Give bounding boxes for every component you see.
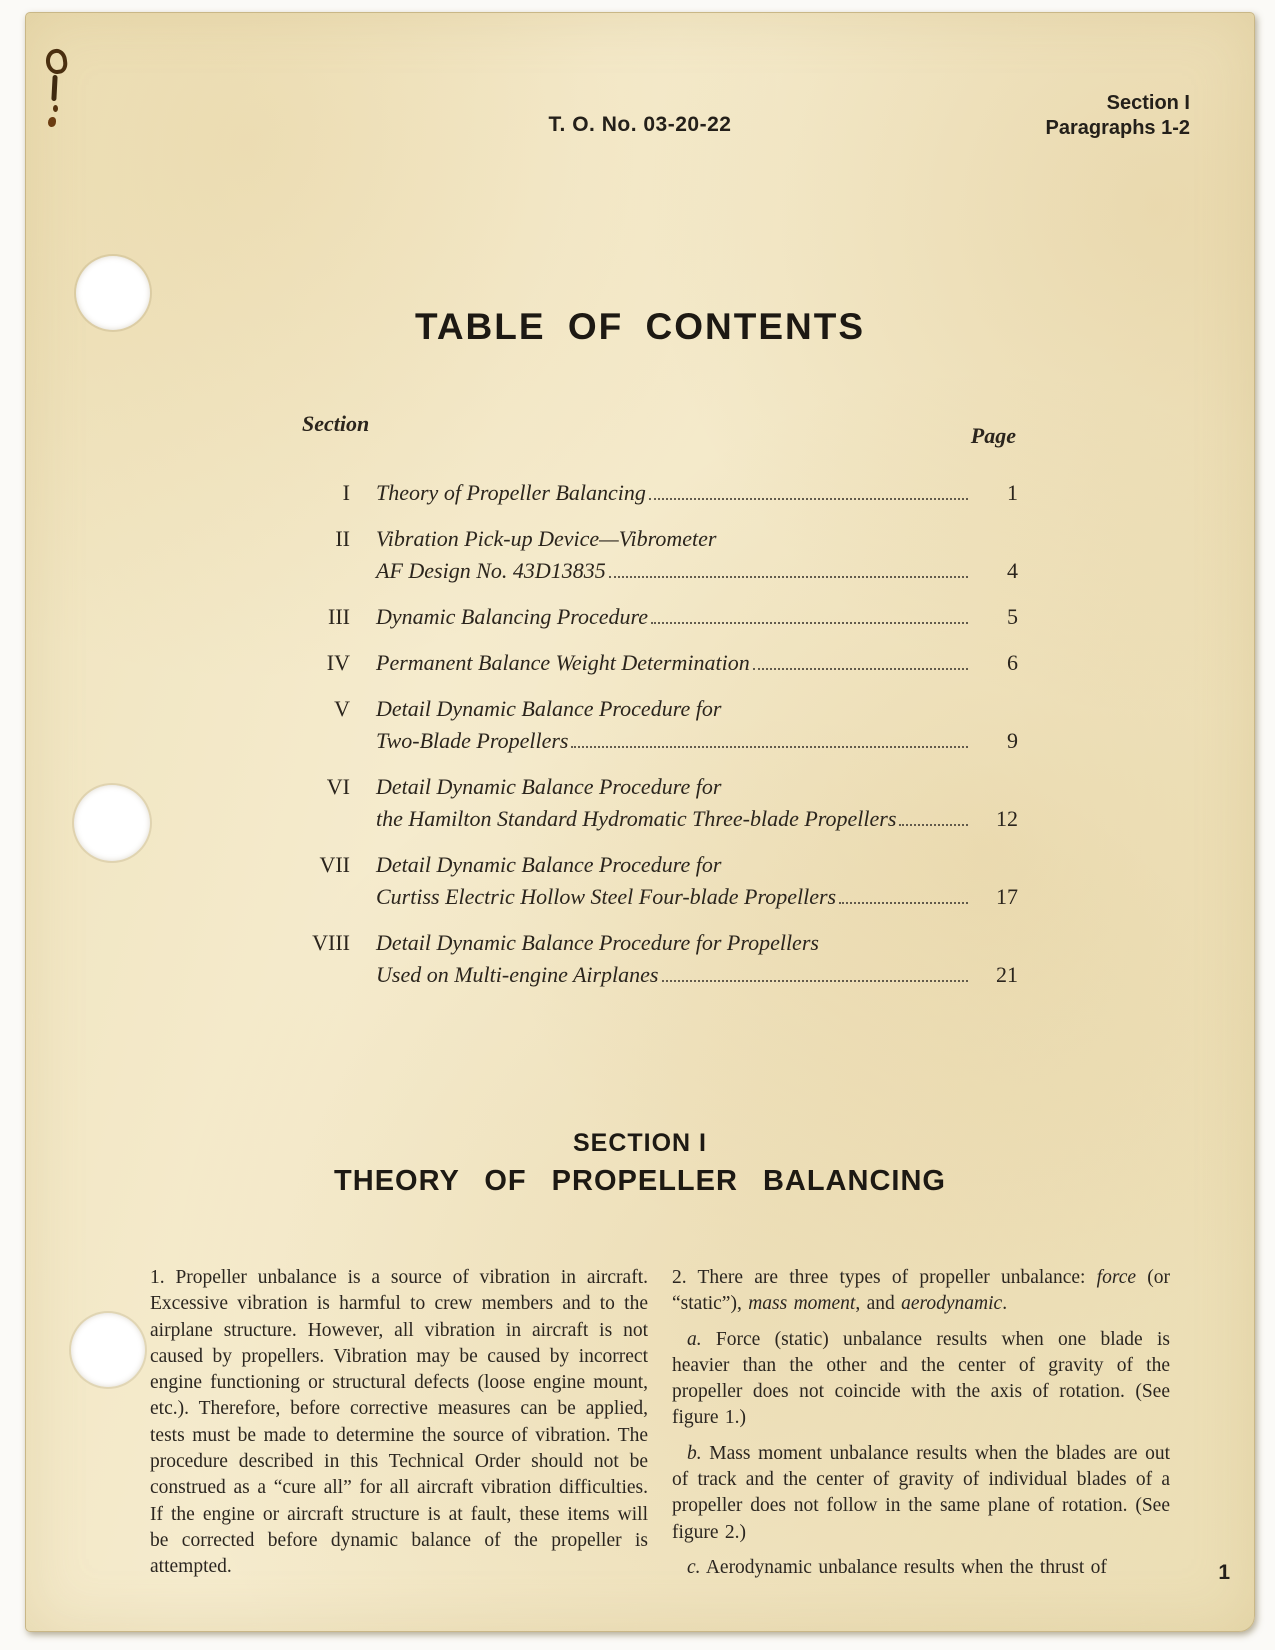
toc-entry — [288, 693, 1018, 757]
toc-entry-page-number: 21 — [996, 962, 1018, 987]
paragraph: 2. There are three types of propeller unbalance: force (or “static”), mass moment, and aerodynamic. — [672, 1267, 1170, 1315]
toc-entry — [288, 771, 1018, 835]
technical-order-number: T. O. No. 03-20-22 — [548, 113, 732, 136]
left-column — [150, 1265, 648, 1590]
table-of-contents — [288, 411, 1018, 1005]
right-column — [672, 1265, 1170, 1590]
toc-entry-line: Detail Dynamic Balance Procedure for — [376, 852, 722, 877]
toc-entry-line — [376, 477, 1018, 509]
scanned-page — [25, 12, 1255, 1632]
toc-entry-numeral: II — [335, 526, 350, 551]
toc-entry-line — [376, 725, 1018, 757]
toc-entry-text: Permanent Balance Weight Determination — [376, 650, 750, 675]
toc-entry-line — [376, 959, 1018, 991]
paragraph: b. Mass moment unbalance results when the blades are out of track and the center of gravity of individual blades of a propeller does not follow in the same plane of rotation. (See figure 2.) — [672, 1442, 1170, 1543]
toc-entry-title — [376, 477, 1018, 509]
toc-entry-title — [376, 771, 1018, 835]
toc-entry-text: Dynamic Balancing Procedure — [376, 604, 649, 629]
dot-leader — [649, 498, 968, 500]
paragraph: 1. Propeller unbalance is a source of vibration in aircraft. Excessive vibration is harmful to crew members and to the airplane structure. However, all vibration in aircraft is not caused by propellers. Vibration may be caused by incorrect engine functioning or structural defects (loose engine mount, etc.). Therefore, before corrective measures can be applied, tests must be made to determine the source of vibration. The procedure described in this Technical Order should not be construed as a “cure all” for all aircraft vibration difficulties. If the engine or aircraft structure is at fault, these items will be corrected before dynamic balance of the propeller is attempted. — [150, 1267, 648, 1578]
toc-entry — [288, 927, 1018, 991]
punch-hole-middle — [74, 785, 150, 861]
body-columns — [150, 1265, 1170, 1590]
dot-leader — [651, 622, 968, 624]
toc-entry-text: Two-Blade Propellers — [376, 728, 569, 753]
toc-entry — [288, 477, 1018, 509]
toc-entry-numeral: I — [342, 480, 350, 505]
toc-entry-page-number: 9 — [1007, 728, 1018, 753]
section-heading: SECTION I — [572, 1129, 707, 1157]
toc-entry-page-number: 1 — [1007, 480, 1018, 505]
toc-entry — [288, 601, 1018, 633]
toc-entry-numeral: VIII — [312, 930, 350, 955]
dot-leader — [571, 746, 968, 748]
toc-entry-numeral: III — [328, 604, 350, 629]
toc-entry-title — [376, 601, 1018, 633]
toc-entry — [288, 849, 1018, 913]
toc-entry-numeral: IV — [326, 650, 350, 675]
paragraph: a. Force (static) unbalance results when one blade is heavier than the other and the center of gravity of the propeller does not coincide with the axis of rotation. (See figure 1.) — [672, 1328, 1170, 1429]
toc-entry-title — [376, 523, 1018, 587]
toc-entry-text: AF Design No. 43D13835 — [376, 558, 606, 583]
toc-entry-line — [376, 555, 1018, 587]
handwritten-ink-mark — [44, 48, 68, 76]
toc-entry-line: Detail Dynamic Balance Procedure for Propellers — [376, 930, 819, 955]
toc-entry-line — [376, 647, 1018, 679]
section-subheading: THEORY OF PROPELLER BALANCING — [334, 1165, 946, 1197]
handwritten-ink-mark — [53, 105, 58, 112]
dot-leader — [899, 824, 968, 826]
toc-entry-title — [376, 647, 1018, 679]
toc-section-column-label: Section — [302, 411, 370, 436]
toc-entry-line: Detail Dynamic Balance Procedure for — [376, 696, 722, 721]
toc-entry-line — [376, 881, 1018, 913]
handwritten-ink-mark — [51, 75, 57, 101]
dot-leader — [662, 980, 969, 982]
toc-entry-numeral: VII — [319, 852, 350, 877]
toc-entry-numeral: V — [334, 696, 350, 721]
dot-leader — [839, 902, 968, 904]
toc-title: TABLE OF CONTENTS — [414, 306, 865, 347]
punch-hole-bottom — [71, 1313, 145, 1387]
dot-leader — [753, 668, 968, 670]
toc-entry-page-number: 6 — [1007, 650, 1018, 675]
page-number: 1 — [1218, 1561, 1230, 1584]
toc-entry-title — [376, 927, 1018, 991]
toc-entry-page-number: 17 — [996, 884, 1018, 909]
section-reference-line1: Section I — [1106, 92, 1190, 114]
toc-entry-line — [376, 803, 1018, 835]
toc-entry-line: Vibration Pick-up Device—Vibrometer — [376, 526, 717, 551]
paragraph: c. Aerodynamic unbalance results when the thrust of — [687, 1556, 1107, 1578]
toc-entry-text: Used on Multi-engine Airplanes — [376, 962, 659, 987]
toc-entry-numeral: VI — [326, 774, 350, 799]
toc-entry-page-number: 12 — [996, 806, 1018, 831]
dot-leader — [609, 576, 968, 578]
toc-entry — [288, 523, 1018, 587]
section-reference-line2: Paragraphs 1-2 — [1045, 117, 1190, 139]
toc-entry-title — [376, 693, 1018, 757]
toc-entry-title — [376, 849, 1018, 913]
toc-entry-text: the Hamilton Standard Hydromatic Three-blade Propellers — [376, 806, 897, 831]
toc-entry-text: Curtiss Electric Hollow Steel Four-blade Propellers — [376, 884, 837, 909]
toc-entry-page-number: 4 — [1007, 558, 1018, 583]
toc-entry-text: Theory of Propeller Balancing — [376, 480, 646, 505]
toc-entry-page-number: 5 — [1007, 604, 1018, 629]
toc-page-column-label: Page — [970, 423, 1016, 448]
toc-entry-line — [376, 601, 1018, 633]
section-reference — [1045, 91, 1190, 141]
toc-entry — [288, 647, 1018, 679]
toc-column-headers — [288, 411, 1018, 449]
toc-entry-line: Detail Dynamic Balance Procedure for — [376, 774, 722, 799]
toc-entries — [288, 477, 1018, 991]
